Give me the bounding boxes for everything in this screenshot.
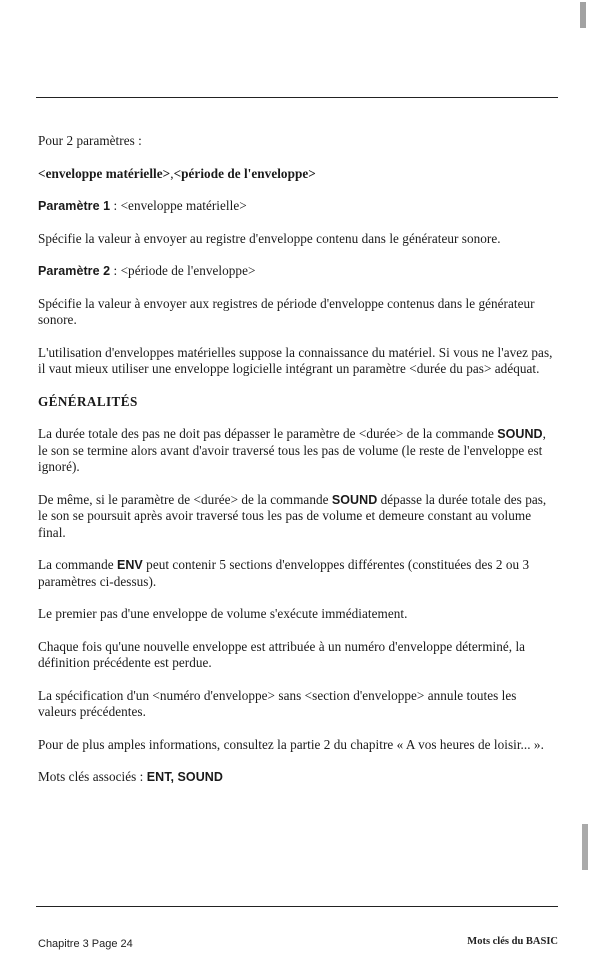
syntax-param-b: <période de l'enveloppe> <box>173 165 316 181</box>
param1-sep: : <box>110 198 121 213</box>
p1-text-a: La durée totale des pas ne doit pas dépasser le paramètre de <durée> de la commande <box>38 426 498 441</box>
p1-keyword: SOUND <box>497 427 543 441</box>
section-heading: GÉNÉRALITÉS <box>38 393 138 409</box>
running-footer-title: Mots clés du BASIC <box>467 936 558 947</box>
usage-paragraph: L'utilisation d'enveloppes matérielles suppose la connaissance du matériel. Si vous ne l'avez pas, il vaut mieux utiliser une enveloppe logicielle intégrant un paramètre <durée du pas> adéquat. <box>38 344 553 376</box>
param2-desc: Spécifie la valeur à envoyer aux registres de période d'enveloppe contenus dans le générateur sonore. <box>38 295 535 327</box>
param1-label: Paramètre 1 <box>38 199 111 213</box>
related-label: Mots clés associés : <box>38 769 147 784</box>
param2-value: <période de l'enveloppe> <box>120 263 256 278</box>
generalites-p2 <box>38 492 558 542</box>
generalites-p3 <box>38 557 558 590</box>
p3-keyword: ENV <box>116 558 143 572</box>
p2-keyword: SOUND <box>331 492 378 507</box>
p3-text-a: La commande <box>38 557 117 572</box>
p1-text-b: , le son se termine alors avant d'avoir traversé tous les pas de volume (le reste de l'enveloppe est ignoré). <box>38 426 546 474</box>
page-number: Chapitre 3 Page 24 <box>38 938 133 950</box>
generalites-p7: Pour de plus amples informations, consultez la partie 2 du chapitre « A vos heures de loisir... ». <box>38 736 544 752</box>
page-body <box>38 133 558 802</box>
related-keywords: ENT, SOUND <box>146 770 223 784</box>
param2-label: Paramètre 2 <box>38 264 111 278</box>
param2-sep: : <box>110 263 121 278</box>
intro-line: Pour 2 paramètres : <box>38 133 142 148</box>
param1-value: <enveloppe matérielle> <box>120 198 247 213</box>
p3-text-b: peut contenir 5 sections d'enveloppes différentes (constituées des 2 ou 3 paramètres ci-dessus). <box>38 557 530 589</box>
param2-line <box>38 263 558 280</box>
generalites-p6: La spécification d'un <numéro d'enveloppe> sans <section d'enveloppe> annule toutes les valeurs précédentes. <box>38 687 517 719</box>
scan-artifact-bottom <box>582 824 588 870</box>
header-rule <box>36 97 558 98</box>
param1-line <box>38 198 558 215</box>
scan-artifact-top <box>580 2 586 28</box>
syntax-separator: , <box>170 165 174 181</box>
syntax-line <box>38 166 558 183</box>
generalites-p5: Chaque fois qu'une nouvelle enveloppe est attribuée à un numéro d'enveloppe déterminé, la définition précédente est perdue. <box>38 638 526 670</box>
generalites-p4: Le premier pas d'une enveloppe de volume s'exécute immédiatement. <box>38 606 408 621</box>
param1-desc: Spécifie la valeur à envoyer au registre d'enveloppe contenu dans le générateur sonore. <box>38 230 501 246</box>
p2-text-a: De même, si le paramètre de <durée> de la commande <box>38 491 332 507</box>
footer-rule <box>36 906 558 907</box>
p2-text-b: dépasse la durée totale des pas, le son se poursuit après avoir traversé tous les pas de volume et demeure constant au volume final. <box>38 491 547 540</box>
related-keywords-line <box>38 769 558 786</box>
syntax-param-a: <enveloppe matérielle> <box>38 165 171 181</box>
generalites-p1 <box>38 426 558 476</box>
